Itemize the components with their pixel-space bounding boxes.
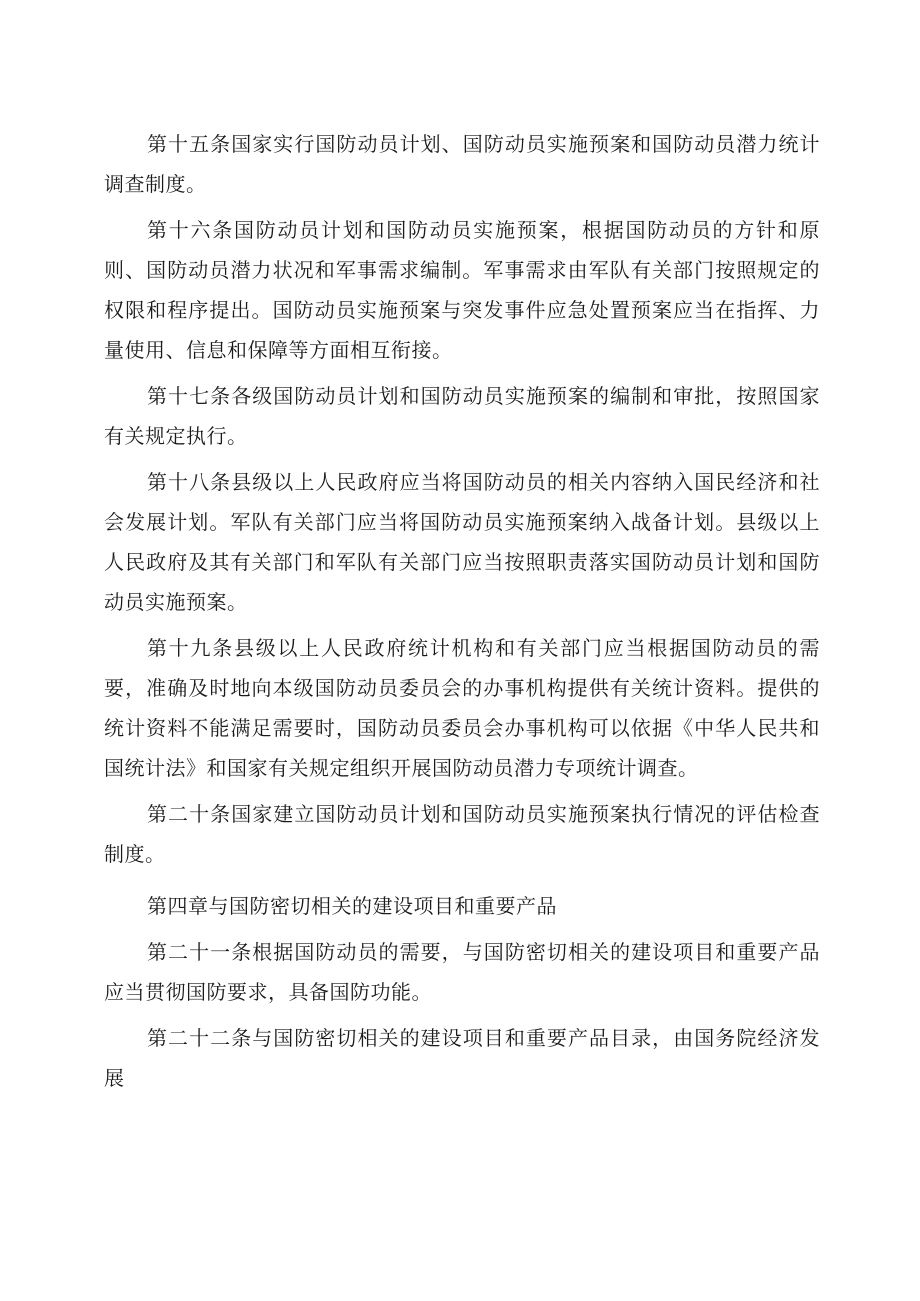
article-16: 第十六条国防动员计划和国防动员实施预案，根据国防动员的方针和原则、国防动员潜力状况和军事需求编制。军事需求由军队有关部门按照规定的权限和程序提出。国防动员实施预案与突发事件应急处置预案应当在指挥、力量使用、信息和保障等方面相互衔接。 — [104, 218, 820, 362]
article-19: 第十九条县级以上人民政府统计机构和有关部门应当根据国防动员的需要，准确及时地向本级国防动员委员会的办事机构提供有关统计资料。提供的统计资料不能满足需要时，国防动员委员会办事机构可以依据《中华人民共和国统计法》和国家有关规定组织开展国防动员潜力专项统计调查。 — [104, 636, 820, 780]
article-18: 第十八条县级以上人民政府应当将国防动员的相关内容纳入国民经济和社会发展计划。军队有关部门应当将国防动员实施预案纳入战备计划。县级以上人民政府及其有关部门和军队有关部门应当按照职责落实国防动员计划和国防动员实施预案。 — [104, 470, 820, 614]
article-17: 第十七条各级国防动员计划和国防动员实施预案的编制和审批，按照国家有关规定执行。 — [104, 384, 820, 448]
document-body — [104, 124, 820, 1104]
article-20: 第二十条国家建立国防动员计划和国防动员实施预案执行情况的评估检查制度。 — [104, 802, 820, 866]
article-21: 第二十一条根据国防动员的需要，与国防密切相关的建设项目和重要产品应当贯彻国防要求，具备国防功能。 — [104, 940, 820, 1004]
article-22: 第二十二条与国防密切相关的建设项目和重要产品目录，由国务院经济发展 — [104, 1026, 820, 1090]
article-15: 第十五条国家实行国防动员计划、国防动员实施预案和国防动员潜力统计调查制度。 — [104, 132, 820, 196]
chapter-heading: 第四章与国防密切相关的建设项目和重要产品 — [147, 894, 557, 918]
